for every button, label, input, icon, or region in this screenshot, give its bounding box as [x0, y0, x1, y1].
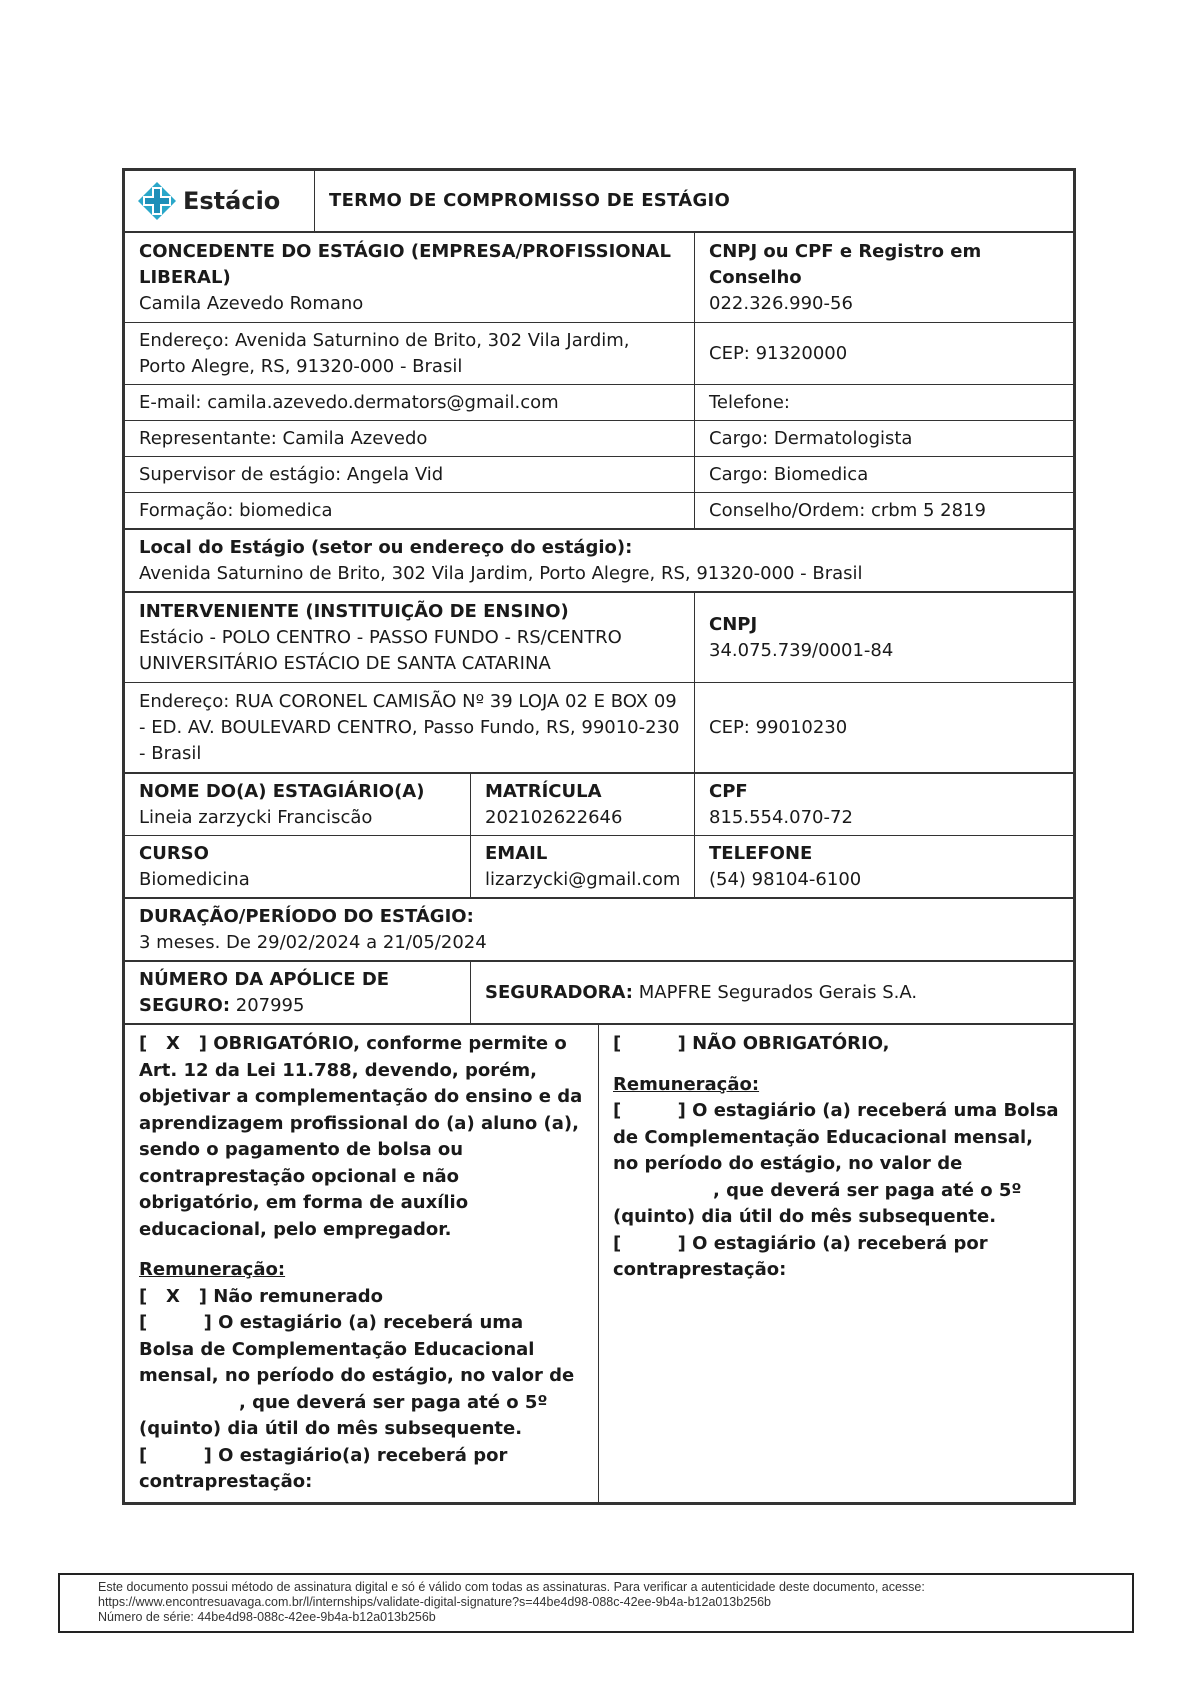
concedente-formacao: Formação: biomedica — [125, 493, 695, 529]
cpf-value: 815.554.070-72 — [709, 806, 853, 828]
interveniente-table — [124, 592, 1074, 773]
curso-label: CURSO — [139, 842, 209, 864]
nao-obrigatorio-option-bolsa — [613, 1098, 1059, 1231]
telefone-label: TELEFONE — [709, 842, 813, 864]
estagiario-cpf-cell — [695, 774, 1074, 836]
obrigatorio-cell — [125, 1025, 599, 1503]
concedente-cargo-representante: Cargo: Dermatologista — [695, 421, 1074, 457]
estagiario-curso-cell — [125, 836, 471, 898]
concedente-supervisor: Supervisor de estágio: Angela Vid — [125, 457, 695, 493]
nao-obrigatorio-contraprestacao-text: O estagiário (a) receberá por contraprestação: — [613, 1232, 988, 1280]
local-label: Local do Estágio (setor ou endereço do estágio): — [139, 536, 633, 558]
concedente-representante: Representante: Camila Azevedo — [125, 421, 695, 457]
estagiario-telefone-cell — [695, 836, 1074, 898]
interveniente-address: Endereço: RUA CORONEL CAMISÃO Nº 39 LOJA 02 E BOX 09 - ED. AV. BOULEVARD CENTRO, Passo Fundo, RS, 99010-230 - Brasil — [125, 683, 695, 773]
obrigatorio-option-bolsa — [139, 1310, 584, 1443]
interveniente-cnpj-cell — [695, 593, 1074, 683]
concedente-cell — [125, 233, 695, 323]
logo-cell — [125, 171, 315, 232]
telefone-value: (54) 98104-6100 — [709, 868, 862, 890]
email-value: lizarzycki@gmail.com — [485, 868, 681, 890]
concedente-name: Camila Azevedo Romano — [139, 292, 364, 314]
obrigatorio-remuneracao-label: Remuneração: — [139, 1259, 286, 1280]
obrigatorio-bolsa-checkbox[interactable]: [ ] — [139, 1312, 212, 1333]
duracao-label: DURAÇÃO/PERÍODO DO ESTÁGIO: — [139, 905, 474, 927]
footer-serial-number: Número de série: 44be4d98-088c-42ee-9b4a-b12a013b256b — [98, 1610, 436, 1624]
nao-obrigatorio-bolsa-text-a: O estagiário (a) receberá uma Bolsa de Complementação Educacional mensal, no período do estágio, no valor de — [613, 1100, 1059, 1174]
obrigatorio-paragraph — [139, 1031, 584, 1243]
cpf-label: CPF — [709, 780, 748, 802]
digital-signature-footer — [58, 1573, 1134, 1633]
estagiario-name-label: NOME DO(A) ESTAGIÁRIO(A) — [139, 780, 425, 802]
nao-obrigatorio-bolsa-checkbox[interactable]: [ ] — [613, 1100, 686, 1121]
interveniente-cnpj-label: CNPJ — [709, 613, 758, 635]
concedente-cnpj-value: 022.326.990-56 — [709, 292, 853, 314]
concedente-email: E-mail: camila.azevedo.dermators@gmail.com — [125, 385, 695, 421]
logo-text: Estácio — [183, 187, 281, 215]
duracao-value: 3 meses. De 29/02/2024 a 21/05/2024 — [139, 931, 487, 953]
concedente-phone: Telefone: — [695, 385, 1074, 421]
seguradora-label: SEGURADORA: — [485, 981, 634, 1003]
obrigatorio-contraprestacao-text: O estagiário(a) receberá por contraprestação: — [139, 1444, 508, 1492]
concedente-cep: CEP: 91320000 — [695, 323, 1074, 385]
concedente-cnpj-cell — [695, 233, 1074, 323]
estagiario-name-cell — [125, 774, 471, 836]
footer-notice: Este documento possui método de assinatura digital e só é válido com todas as assinaturas. Para verificar a autenticidade deste documento, acesse: — [98, 1580, 925, 1594]
curso-value: Biomedicina — [139, 868, 250, 890]
estagiario-matricula-cell — [471, 774, 695, 836]
email-label: EMAIL — [485, 842, 548, 864]
nao-obrigatorio-paragraph — [613, 1031, 1059, 1058]
obrigatorio-bolsa-text-b: , que deverá ser paga até o 5º (quinto) dia útil do mês subsequente. — [139, 1391, 548, 1439]
apolice-cell — [125, 962, 471, 1024]
concedente-cargo-supervisor: Cargo: Biomedica — [695, 457, 1074, 493]
header-table — [124, 170, 1074, 232]
nao-obrigatorio-option-contraprestacao — [613, 1231, 1059, 1284]
matricula-label: MATRÍCULA — [485, 780, 602, 802]
obrigatorio-text: OBRIGATÓRIO, conforme permite o Art. 12 da Lei 11.788, devendo, porém, objetivar a complementação do ensino e da aprendizagem profissional do (a) aluno (a), sendo o pagamento de bolsa ou contraprestação opcional e não obrigatório, em forma de auxílio educacional, pelo empregador. — [139, 1033, 583, 1240]
interveniente-cell — [125, 593, 695, 683]
interveniente-label: INTERVENIENTE (INSTITUIÇÃO DE ENSINO) — [139, 600, 569, 622]
seguro-table — [124, 961, 1074, 1024]
duracao-table — [124, 898, 1074, 961]
duracao-cell — [125, 899, 1074, 961]
nao-obrigatorio-contraprestacao-checkbox[interactable]: [ ] — [613, 1232, 686, 1254]
concedente-table — [124, 232, 1074, 529]
nao-obrigatorio-checkbox[interactable]: [ ] — [613, 1033, 686, 1054]
estacio-cross-icon — [137, 181, 177, 221]
document-title: TERMO DE COMPROMISSO DE ESTÁGIO — [315, 171, 1074, 232]
apolice-value: 207995 — [235, 994, 305, 1016]
concedente-conselho: Conselho/Ordem: crbm 5 2819 — [695, 493, 1074, 529]
obrigatorio-option-nao-remunerado — [139, 1284, 584, 1311]
nao-obrigatorio-remuneracao-label: Remuneração: — [613, 1073, 760, 1095]
estagiario-name: Lineia zarzycki Franciscão — [139, 806, 373, 828]
seguradora-cell — [471, 962, 1074, 1024]
obrigatorio-bolsa-text-a: O estagiário (a) receberá uma Bolsa de Complementação Educacional mensal, no período do estágio, no valor de — [139, 1312, 575, 1386]
modalidade-table — [124, 1024, 1074, 1503]
concedente-cnpj-label: CNPJ ou CPF e Registro em Conselho — [709, 240, 982, 288]
interveniente-name: Estácio - POLO CENTRO - PASSO FUNDO - RS/CENTRO UNIVERSITÁRIO ESTÁCIO DE SANTA CATARINA — [139, 626, 622, 674]
obrigatorio-checkbox[interactable]: [ X ] — [139, 1033, 207, 1054]
seguradora-value: MAPFRE Segurados Gerais S.A. — [638, 981, 918, 1003]
estagiario-table — [124, 773, 1074, 898]
concedente-address: Endereço: Avenida Saturnino de Brito, 302 Vila Jardim, Porto Alegre, RS, 91320-000 - Brasil — [125, 323, 695, 385]
matricula-value: 202102622646 — [485, 806, 623, 828]
concedente-label: CONCEDENTE DO ESTÁGIO (EMPRESA/PROFISSIONAL LIBERAL) — [139, 240, 672, 288]
nao-remunerado-text: Não remunerado — [213, 1285, 384, 1307]
local-cell — [125, 530, 1074, 592]
local-value: Avenida Saturnino de Brito, 302 Vila Jardim, Porto Alegre, RS, 91320-000 - Brasil — [139, 562, 863, 584]
obrigatorio-option-contraprestacao — [139, 1443, 584, 1496]
interveniente-cnpj-value: 34.075.739/0001-84 — [709, 639, 894, 661]
nao-remunerado-checkbox[interactable]: [ X ] — [139, 1285, 207, 1307]
local-table — [124, 529, 1074, 592]
obrigatorio-contraprestacao-checkbox[interactable]: [ ] — [139, 1444, 212, 1466]
interveniente-cep: CEP: 99010230 — [695, 683, 1074, 773]
nao-obrigatorio-text: NÃO OBRIGATÓRIO, — [692, 1033, 890, 1054]
nao-obrigatorio-bolsa-text-b: , que deverá ser paga até o 5º (quinto) dia útil do mês subsequente. — [613, 1179, 1022, 1227]
estacio-logo — [137, 181, 302, 221]
estagiario-email-cell — [471, 836, 695, 898]
nao-obrigatorio-cell — [599, 1025, 1074, 1503]
apolice-label: NÚMERO DA APÓLICE DE SEGURO: — [139, 968, 390, 1016]
internship-agreement-document — [122, 168, 1076, 1505]
footer-validation-link[interactable]: https://www.encontresuavaga.com.br/l/internships/validate-digital-signature?s=44be4d98-088c-42ee-9b4a-b12a013b256b — [98, 1595, 772, 1609]
